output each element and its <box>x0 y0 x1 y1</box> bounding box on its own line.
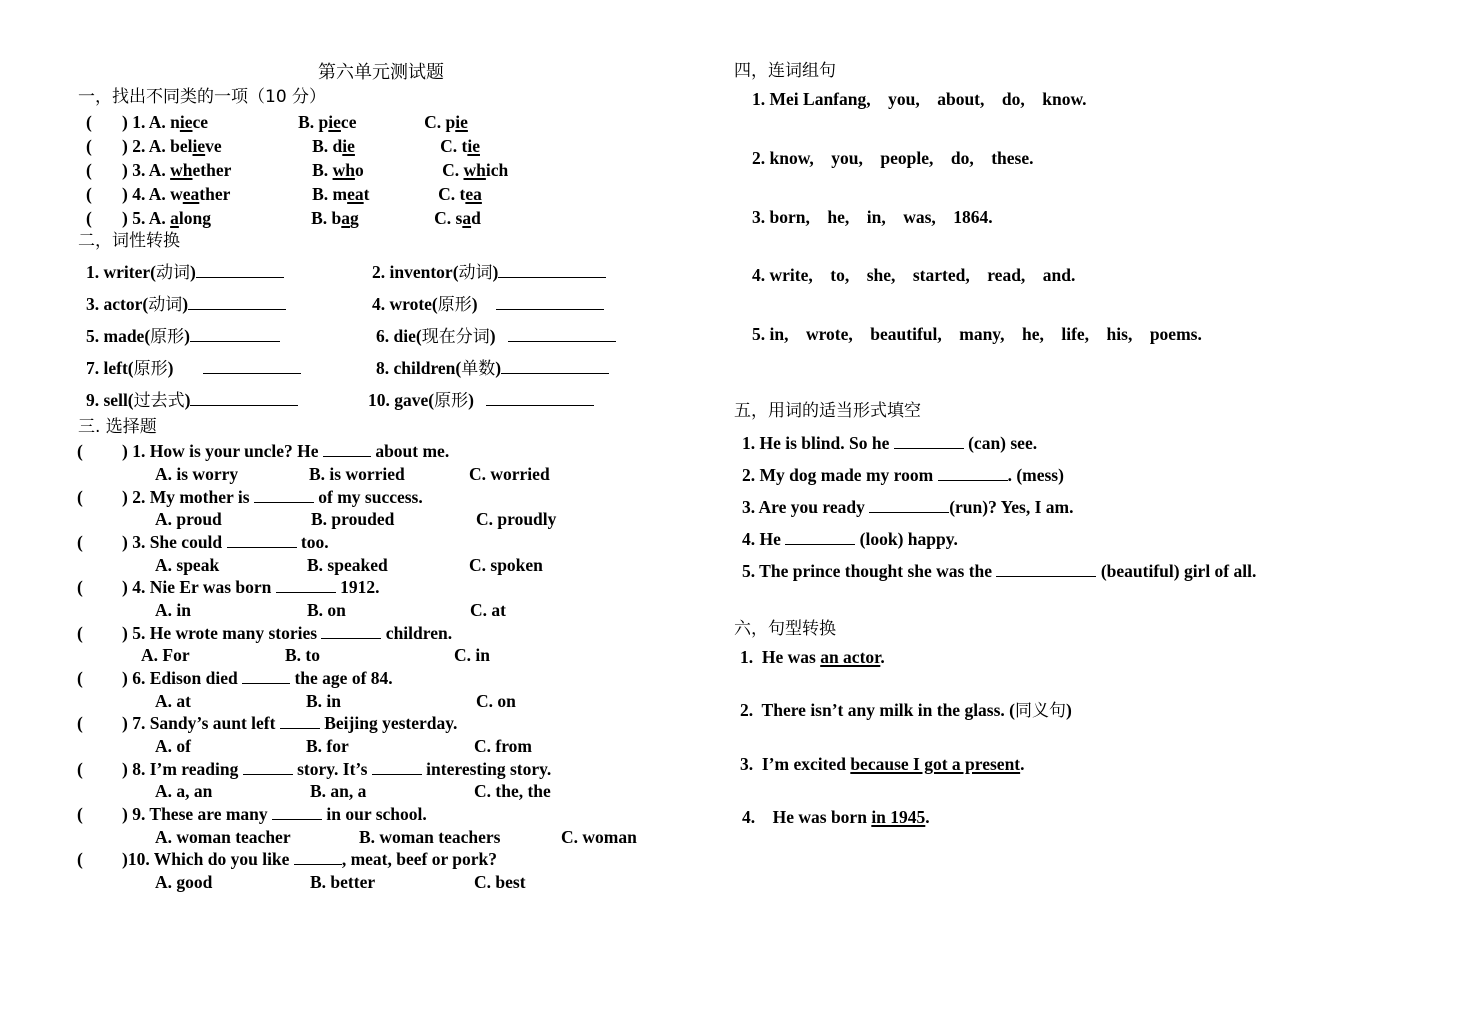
sec2-item-4: 4. wrote(原形) <box>372 293 604 316</box>
sec5-item-2: 2. My dog made my room . (mess) <box>742 465 1064 485</box>
section-2-heading: 二，词性转换 <box>78 231 180 251</box>
sec3-options-8: A. a, an B. an, a C. the, the <box>155 781 551 801</box>
sec2-item-1: 1. writer(动词) <box>86 261 284 284</box>
section-4-heading: 四，连词组句 <box>734 61 836 81</box>
sec4-item-3: 3. born, he, in, was, 1864. <box>752 207 993 227</box>
sec3-options-1: A. is worry B. is worried C. worried <box>155 464 550 484</box>
sec3-options-3: A. speak B. speaked C. spoken <box>155 555 543 575</box>
sec5-item-1: 1. He is blind. So he (can) see. <box>742 433 1038 453</box>
sec1-row-3: ( ) 3. A. whether B. who C. which <box>86 160 509 180</box>
sec2-item-6: 6. die(现在分词) <box>376 325 616 348</box>
sec3-options-4: A. in B. on C. at <box>155 600 506 620</box>
sec1-row-5: ( ) 5. A. along B. bag C. sad <box>86 208 481 228</box>
sec2-item-5: 5. made(原形) <box>86 325 280 348</box>
sec3-options-10: A. good B. better C. best <box>155 872 526 892</box>
sec3-options-2: A. proud B. prouded C. proudly <box>155 509 557 529</box>
sec3-question-3: ( ) 3. She could too. <box>77 532 329 552</box>
sec6-item-2: 2. There isn’t any milk in the glass. (同义句) <box>740 700 1072 721</box>
sec5-item-5: 5. The prince thought she was the (beautiful) girl of all. <box>742 561 1257 581</box>
sec2-item-2: 2. inventor(动词) <box>372 261 606 284</box>
sec1-row-4: ( ) 4. A. weather B. meat C. tea <box>86 184 482 204</box>
sec2-item-9: 9. sell(过去式) <box>86 389 298 412</box>
sec1-row-2: ( ) 2. A. believe B. die C. tie <box>86 136 480 156</box>
sec3-options-6: A. at B. in C. on <box>155 691 516 711</box>
sec3-question-9: ( ) 9. These are many in our school. <box>77 804 427 824</box>
sec1-row-1: ( ) 1. A. niece B. piece C. pie <box>86 112 468 132</box>
section-5-heading: 五，用词的适当形式填空 <box>734 401 921 421</box>
sec2-item-10: 10. gave(原形) <box>368 389 594 412</box>
sec3-question-6: ( ) 6. Edison died the age of 84. <box>77 668 393 688</box>
sec6-item-1: 1. He was an actor. <box>740 647 885 667</box>
section-1-heading: 一，找出不同类的一项（10 分） <box>78 87 327 107</box>
sec4-item-1: 1. Mei Lanfang, you, about, do, know. <box>752 89 1087 109</box>
sec3-options-9: A. woman teacher B. woman teachers C. woman <box>155 827 637 847</box>
sec3-question-2: ( ) 2. My mother is of my success. <box>77 487 423 507</box>
page-title: 第六单元测试题 <box>318 62 444 83</box>
sec6-item-4: 4. He was born in 1945. <box>742 807 930 827</box>
sec5-item-3: 3. Are you ready (run)? Yes, I am. <box>742 497 1074 517</box>
sec2-item-7: 7. left(原形) <box>86 357 301 380</box>
sec3-options-5: A. For B. to C. in <box>141 645 490 665</box>
sec3-question-5: ( ) 5. He wrote many stories children. <box>77 623 453 643</box>
sec4-item-2: 2. know, you, people, do, these. <box>752 148 1034 168</box>
sec3-question-4: ( ) 4. Nie Er was born 1912. <box>77 577 380 597</box>
sec3-question-7: ( ) 7. Sandy’s aunt left Beijing yesterday. <box>77 713 458 733</box>
section-6-heading: 六，句型转换 <box>734 619 836 639</box>
sec4-item-4: 4. write, to, she, started, read, and. <box>752 265 1076 285</box>
sec3-options-7: A. of B. for C. from <box>155 736 532 756</box>
sec3-question-10: ( )10. Which do you like , meat, beef or pork? <box>77 849 498 869</box>
section-3-heading: 三. 选择题 <box>78 417 157 437</box>
sec2-item-3: 3. actor(动词) <box>86 293 286 316</box>
sec2-item-8: 8. children(单数) <box>376 357 609 380</box>
sec3-question-8: ( ) 8. I’m reading story. It’s interesting story. <box>77 759 552 779</box>
sec6-item-3: 3. I’m excited because I got a present. <box>740 754 1025 774</box>
sec3-question-1: ( ) 1. How is your uncle? He about me. <box>77 441 450 461</box>
sec4-item-5: 5. in, wrote, beautiful, many, he, life, his, poems. <box>752 324 1202 344</box>
sec5-item-4: 4. He (look) happy. <box>742 529 958 549</box>
